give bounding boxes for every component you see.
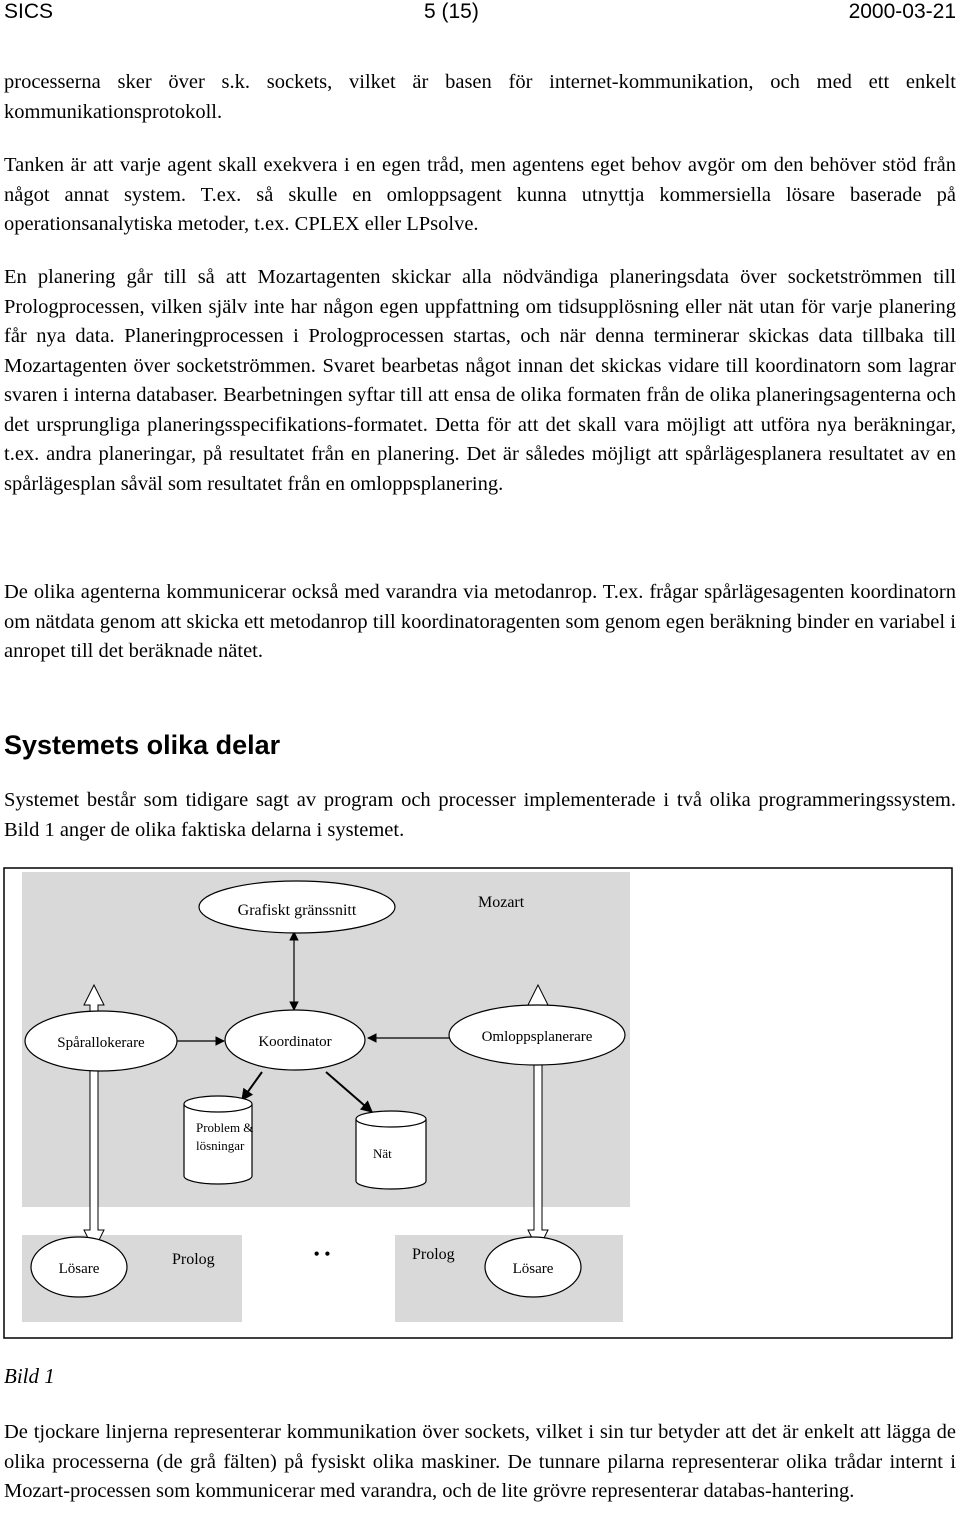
prolog-right-label: Prolog (412, 1246, 455, 1263)
header-org: SICS (4, 0, 54, 23)
problem-db-label-2: lösningar (196, 1138, 245, 1153)
paragraph-planning: En planering går till så att Mozartagenten skickar alla nödvändiga planeringsdata över socketströmmen till Prologprocessen, vilken själv inte har någon egen uppfattning om tidsupplösning eller nät utan för varje planering får nya data. Planeringprocessen i Prologprocessen startas, och när denna terminerar skickas data tillbaka till Mozartagenten över socketströmmen. Svaret bearbetas något innan det skickas vidare till koordinatorn som lagrar svaren i interna databaser. Bearbetningen syftar till att ensa de olika formaten från de olika planeringsagenterna och det ursprungliga planeringsspecifikations-formatet. Detta för att det skall vara möjligt att utföra nya beräkningar, t.ex. andra planeringar, på resultatet från en planering. Det är således möjligt att spårlägesplanera resultatet av en spårlägesplan såväl som resultatet från en omloppsplanering. (4, 266, 956, 495)
paragraph-sockets: processerna sker över s.k. sockets, vilket är basen för internet-kommunikation, och med ett enkelt kommunikationsprotokoll. (4, 71, 956, 123)
losare-left-label: Lösare (58, 1261, 100, 1277)
losare-right-label: Lösare (512, 1261, 554, 1277)
omloppsplanerare-label: Omloppsplanerare (481, 1029, 593, 1045)
prolog-left-label: Prolog (172, 1251, 215, 1268)
header-date: 2000-03-21 (848, 0, 956, 23)
header-page-number: 5 (15) (424, 0, 479, 23)
paragraph-threads: Tanken är att varje agent skall exekvera i en egen tråd, men agentens eget behov avgör om den behöver stöd från något annat system. T.ex. så skulle en omloppsagent kunna utnyttja kommersiella lösare baserade på operationsanalytiska metoder, t.ex. CPLEX eller LPsolve. (4, 154, 956, 235)
mozart-label: Mozart (478, 894, 525, 911)
ellipsis-label: • • (313, 1244, 331, 1264)
sparallokerare-label: Spårallokerare (57, 1035, 145, 1051)
gui-label: Grafiskt gränssnitt (237, 902, 357, 919)
nat-db-label: Nät (373, 1146, 392, 1161)
koordinator-label: Koordinator (258, 1034, 332, 1050)
system-diagram (0, 860, 960, 1340)
paragraph-diagram-explanation: De tjockare linjerna representerar kommunikation över sockets, vilket i sin tur betyder att det är enkelt att lägga de olika processerna (de grå fälten) på fysiskt olika maskiner. De tunnare pilarna representerar olika trådar internt i Mozart-processen som kommunicerar med varandra, och de lite grövre representerar databas-hantering. (4, 1421, 956, 1502)
section-heading: Systemets olika delar (4, 730, 281, 760)
paragraph-method-calls: De olika agenterna kommunicerar också med varandra via metodanrop. T.ex. frågar spårlägesagenten koordinatorn om nätdata genom att skicka ett metodanrop till koordinatoragenten som genom egen beräkning binder en variabel i anropet till det beräknade nätet. (4, 581, 956, 662)
paragraph-system-parts: Systemet består som tidigare sagt av program och processer implementerade i två olika programmeringssystem. Bild 1 anger de olika faktiska delarna i systemet. (4, 789, 956, 841)
figure-caption: Bild 1 (4, 1364, 55, 1388)
page-header (4, 0, 956, 26)
problem-db-label-1: Problem & (196, 1120, 254, 1135)
